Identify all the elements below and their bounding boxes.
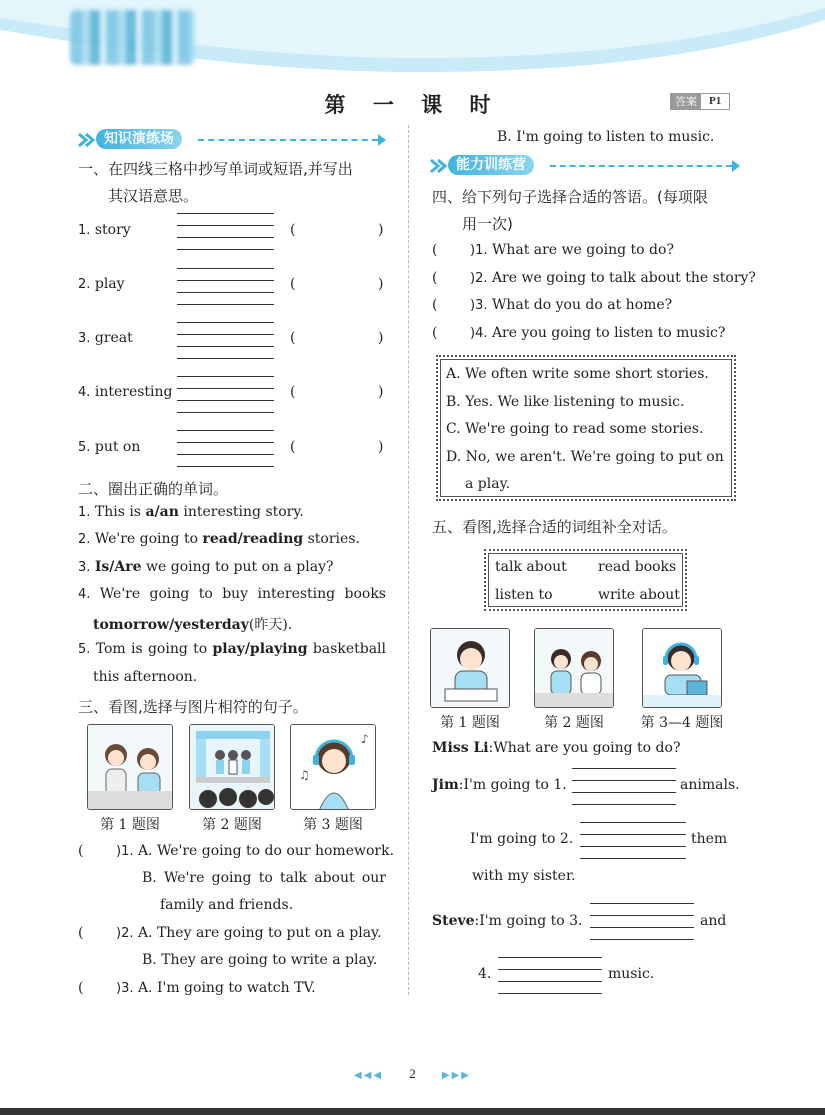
dialog-line-end: music. <box>608 966 655 982</box>
paren-open[interactable]: ( <box>432 270 438 286</box>
list-item: 1. This is a/an interesting story. <box>78 504 304 520</box>
part4-heading-line1: 四、给下列句子选择合适的答语。(每项限 <box>432 188 708 206</box>
paren-open[interactable]: ( <box>432 325 438 341</box>
list-item: )3. What do you do at home? <box>470 297 673 313</box>
list-item: )2. Are we going to talk about the story? <box>470 270 756 286</box>
caption-3: 第 3 题图 <box>303 817 363 833</box>
dialog-line-end: animals. <box>680 777 740 793</box>
paren-close: ) <box>378 384 384 400</box>
choice-word[interactable]: read/reading <box>202 531 304 547</box>
paren-open: ( <box>290 384 296 400</box>
dialog-line: Jim:I'm going to 1. <box>432 777 567 793</box>
word-option: write about <box>598 587 680 603</box>
picture-girl-reading-music <box>642 628 722 708</box>
section-title-ability: 能力训练营 <box>448 155 534 175</box>
paren-close: ) <box>378 330 384 346</box>
list-item: )3. A. I'm going to watch TV. <box>116 980 316 996</box>
list-item: 2. We're going to read/reading stories. <box>78 531 360 547</box>
writing-grid[interactable] <box>590 903 694 939</box>
caption-2: 第 2 题图 <box>202 817 262 833</box>
picture-2-play <box>189 724 275 810</box>
option-line: family and friends. <box>160 897 294 913</box>
dialog-line: I'm going to 2. <box>470 831 574 847</box>
paren-open[interactable]: ( <box>432 297 438 313</box>
choice-word[interactable]: tomorrow/yesterday <box>93 617 249 633</box>
option-line: a play. <box>465 476 511 492</box>
list-item: 5. Tom is going to play/playing basketball <box>78 641 386 657</box>
list-item: 5. put on <box>78 439 141 455</box>
dialog-line: Miss Li:What are you going to do? <box>432 740 681 756</box>
list-item: 4. interesting <box>78 384 173 400</box>
dialog-line: Steve:I'm going to 3. <box>432 913 583 929</box>
picture-kids-talking <box>534 628 614 708</box>
page-footer <box>0 1066 825 1082</box>
paren-open: ( <box>290 276 296 292</box>
option-line: B. I'm going to listen to music. <box>497 129 715 145</box>
picture-boy-writing <box>430 628 510 708</box>
word-option: talk about <box>495 559 567 575</box>
option-line: C. We're going to read some stories. <box>446 421 704 437</box>
blurred-logo <box>70 10 195 65</box>
part4-heading-line2: 用一次) <box>462 215 513 233</box>
caption-q1: 第 1 题图 <box>440 715 500 731</box>
column-divider <box>408 125 409 995</box>
writing-grid[interactable] <box>177 322 274 358</box>
writing-grid[interactable] <box>498 957 602 993</box>
option-line: B. We're going to talk about our <box>142 870 386 886</box>
answer-tag[interactable] <box>670 93 730 110</box>
list-item: 4. We're going to buy interesting books <box>78 586 386 602</box>
writing-grid[interactable] <box>177 430 274 466</box>
picture-1-homework <box>87 724 173 810</box>
caption-q3-4: 第 3—4 题图 <box>640 715 724 731</box>
part5-heading: 五、看图,选择合适的词组补全对话。 <box>432 518 677 536</box>
svg-text:♫: ♫ <box>299 768 310 782</box>
option-line: A. We often write some short stories. <box>446 366 709 382</box>
option-line: D. No, we aren't. We're going to put on <box>446 449 724 465</box>
next-page-icon[interactable]: ▶▶▶ <box>441 1070 471 1081</box>
writing-grid[interactable] <box>580 822 686 858</box>
list-item-continued: tomorrow/yesterday(昨天). <box>93 617 293 633</box>
list-item: )2. A. They are going to put on a play. <box>116 925 382 941</box>
paren-open[interactable]: ( <box>78 843 84 859</box>
double-arrow-icon <box>430 158 450 174</box>
writing-grid[interactable] <box>177 213 274 249</box>
list-item: 2. play <box>78 276 125 292</box>
choice-word[interactable]: a/an <box>145 504 179 520</box>
dialog-line: with my sister. <box>472 868 576 884</box>
paren-close: ) <box>378 276 384 292</box>
list-item: )4. Are you going to listen to music? <box>470 325 726 341</box>
paren-close: ) <box>378 439 384 455</box>
paren-open: ( <box>290 222 296 238</box>
page-title: 第 一 课 时 <box>324 93 501 117</box>
section-header-ability <box>430 155 742 177</box>
option-line: B. Yes. We like listening to music. <box>446 394 685 410</box>
answer-label: 答案 <box>671 94 701 109</box>
caption-q2: 第 2 题图 <box>544 715 604 731</box>
paren-close: ) <box>378 222 384 238</box>
caption-1: 第 1 题图 <box>100 817 160 833</box>
answer-page: P1 <box>701 94 729 109</box>
section-title-knowledge: 知识演练场 <box>96 129 182 149</box>
dialog-line-end: and <box>700 913 727 929</box>
option-line: B. They are going to write a play. <box>142 952 378 968</box>
writing-grid[interactable] <box>177 376 274 412</box>
page-number: 2 <box>409 1066 416 1081</box>
paren-open: ( <box>290 330 296 346</box>
picture-3-music <box>290 724 376 810</box>
writing-grid[interactable] <box>572 768 676 804</box>
list-item: 1. story <box>78 222 131 238</box>
svg-text:♪: ♪ <box>361 732 369 746</box>
writing-grid[interactable] <box>177 268 274 304</box>
paren-open[interactable]: ( <box>78 980 84 996</box>
double-arrow-icon <box>78 132 98 148</box>
part1-heading-line2: 其汉语意思。 <box>108 187 199 205</box>
choice-word[interactable]: Is/Are <box>94 559 142 575</box>
part1-heading-line1: 一、在四线三格中抄写单词或短语,并写出 <box>78 160 353 178</box>
prev-page-icon[interactable]: ◀◀◀ <box>354 1070 384 1081</box>
choice-word[interactable]: play/playing <box>212 641 308 657</box>
list-item: )1. What are we going to do? <box>470 242 674 258</box>
part2-heading: 二、圈出正确的单词。 <box>78 480 229 498</box>
bottom-bar <box>0 1108 825 1115</box>
list-item-continued: this afternoon. <box>93 669 198 685</box>
list-item: 3. Is/Are we going to put on a play? <box>78 559 334 575</box>
paren-open[interactable]: ( <box>432 242 438 258</box>
part3-heading: 三、看图,选择与图片相符的句子。 <box>78 698 308 716</box>
paren-open: ( <box>290 439 296 455</box>
list-item: 3. great <box>78 330 133 346</box>
word-option: listen to <box>495 587 553 603</box>
dialog-line-end: them <box>691 831 728 847</box>
list-item: )1. A. We're going to do our homework. <box>116 843 395 859</box>
word-option: read books <box>598 559 677 575</box>
section-header-knowledge <box>78 129 388 151</box>
paren-open[interactable]: ( <box>78 925 84 941</box>
dialog-line: 4. <box>478 966 492 982</box>
